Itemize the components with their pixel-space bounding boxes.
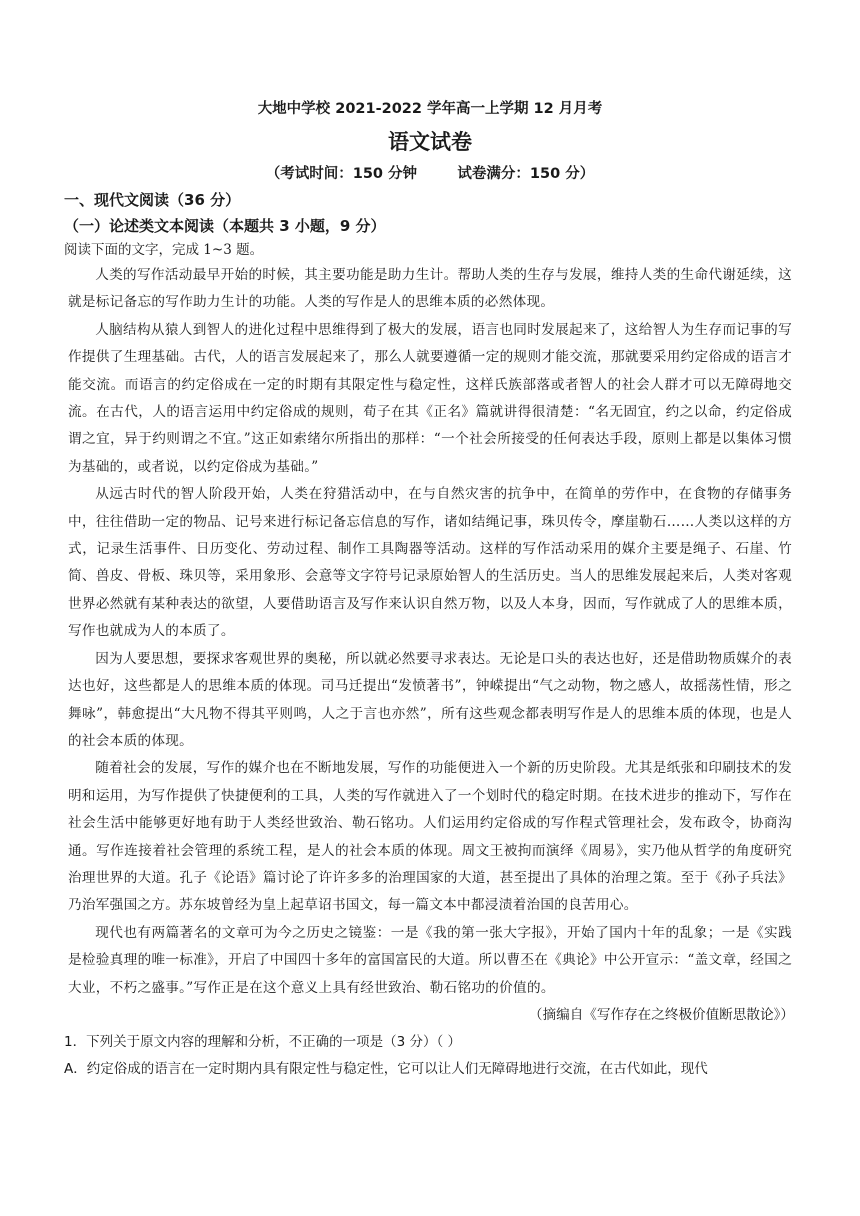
- question-1-option-a: A．约定俗成的语言在一定时期内具有限定性与稳定性，它可以让人们无障碍地进行交流，在古代如此，现代: [64, 1060, 708, 1077]
- passage-paragraph: 人类的写作活动最早开始的时候，其主要功能是助力生计。帮助人类的生存与发展，维持人类的生命代谢延续，这就是标记备忘的写作助力生计的功能。人类的写作是人的思维本质的必然体现。: [68, 267, 792, 311]
- passage-paragraph: 人脑结构从猿人到智人的进化过程中思维得到了极大的发展，语言也同时发展起来了，这给智人为生存而记事的写作提供了生理基础。古代，人的语言发展起来了，那么人就要遵循一定的规则才能交流，那就要采用约定俗成的语言才能交流。而语言的约定俗成在一定的时期有其限定性与稳定性，这样氏族部落或者智人的社会人群才可以无障碍地交流。在古代，人的语言运用中约定俗成的规则，荀子在其《正名》篇就讲得很清楚：“名无固宜，约之以命，约定俗成谓之宜，异于约则谓之不宜。”这正如索绪尔所指出的那样：“一个社会所接受的任何表达手段，原则上都是以集体习惯为基础的，或者说，以约定俗成为基础。”: [68, 321, 792, 475]
- question-1-stem: 1．下列关于原文内容的理解和分析，不正确的一项是（3 分）（ ）: [64, 1033, 462, 1050]
- passage-paragraph: 从远古时代的智人阶段开始，人类在狩猎活动中，在与自然灾害的抗争中，在简单的劳作中，在食物的存储事务中，往往借助一定的物品、记号来进行标记备忘信息的写作，诸如结绳记事，珠贝传令，摩崖勒石……人类以这样的方式，记录生活事件、日历变化、劳动过程、制作工具陶器等活动。这样的写作活动采用的媒介主要是绳子、石崖、竹简、兽皮、骨板、珠贝等，采用象形、会意等文字符号记录原始智人的生活历史。当人的思维发展起来后，人类对客观世界必然就有某种表达的欲望，人要借助语言及写作来认识自然万物，以及人本身，因而，写作就成了人的思维本质，写作也就成为人的本质了。: [68, 486, 792, 640]
- passage-source: （摘编自《写作存在之终极价值断思散论》）: [528, 1006, 794, 1023]
- school-exam-line: 大地中学校 2021-2022 学年高一上学期 12 月月考: [257, 101, 603, 117]
- passage-paragraph: 因为人要思想，要探求客观世界的奥秘，所以就必然要寻求表达。无论是口头的表达也好，还是借助物质媒介的表达也好，这些都是人的思维本质的体现。司马迁提出“发愤著书”，钟嵘提出“气之动物，物之感人，故摇荡性情，形之舞咏”，韩愈提出“大凡物不得其平则鸣，人之于言也亦然”，所有这些观念都表明写作是人的思维本质的体现，也是人的社会本质的体现。: [68, 650, 792, 749]
- passage-paragraph: 随着社会的发展，写作的媒介也在不断地发展，写作的功能便进入一个新的历史阶段。尤其是纸张和印刷技术的发明和运用，为写作提供了快捷便利的工具，人类的写作就进入了一个划时代的稳定时期。在技术进步的推动下，写作在社会生活中能够更好地有助于人类经世致治、勒石铭功。人们运用约定俗成的写作程式管理社会，发布政令，协商沟通。写作连接着社会管理的系统工程，是人的社会本质的体现。周文王被拘而演绎《周易》，实乃他从哲学的角度研究治理世界的大道。孔子《论语》篇讨论了许许多多的治理国家的大道，甚至提出了具体的治理之策。至于《孙子兵法》乃治军强国之方。苏东坡曾经为皇上起草诏书国文，每一篇文本中都浸渍着治国的良苦用心。: [68, 760, 792, 914]
- reading-instruction: 阅读下面的文字，完成 1~3 题。: [64, 242, 264, 258]
- exam-time-and-score: （考试时间：150 分钟 试卷满分：150 分）: [265, 166, 595, 182]
- section-title-modern-reading: 一、现代文阅读（36 分）: [64, 191, 241, 209]
- paper-title: 语文试卷: [388, 130, 472, 154]
- reading-passage: [68, 262, 792, 1002]
- passage-paragraph: 现代也有两篇著名的文章可为今之历史之镜鉴：一是《我的第一张大字报》，开始了国内十年的乱象；一是《实践是检验真理的唯一标准》，开启了中国四十多年的富国富民的大道。所以曹丕在《典论》中公开宣示：“盖文章，经国之大业，不朽之盛事。”写作正是在这个意义上具有经世致治、勒石铭功的价值的。: [68, 924, 792, 996]
- subsection-title-argumentative: （一）论述类文本阅读（本题共 3 小题，9 分）: [64, 217, 386, 235]
